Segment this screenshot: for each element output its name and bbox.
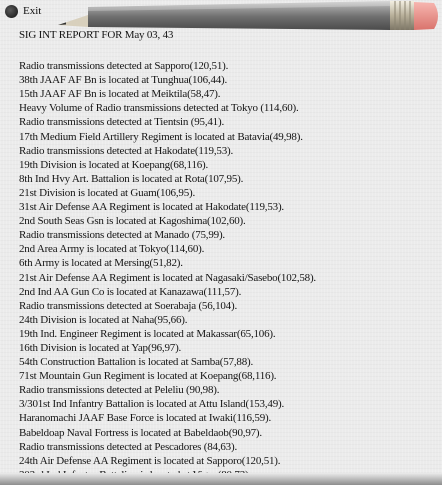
report-entry: 19th Division is located at Koepang(68,116). xyxy=(19,158,209,171)
report-entry: 8th Ind Hvy Art. Battalion is located at Rota(107,95). xyxy=(19,172,244,185)
report-entry: 19th Ind. Engineer Regiment is located at Makassar(65,106). xyxy=(19,327,276,340)
report-entry: Heavy Volume of Radio transmissions detected at Tokyo (114,60). xyxy=(19,102,299,115)
report-entry: Radio transmissions detected at Soerabaja (56,104). xyxy=(19,299,237,312)
report-entry: Haranomachi JAAF Base Force is located at Iwaki(116,59). xyxy=(19,412,272,425)
report-entry: 24th Division is located at Naha(95,66). xyxy=(19,313,188,326)
report-entry: 71st Mountain Gun Regiment is located at Koepang(68,116). xyxy=(19,370,277,383)
exit-button[interactable] xyxy=(5,3,41,19)
report-entry: 15th JAAF AF Bn is located at Meiktila(58,47). xyxy=(19,88,221,101)
report-entry: Radio transmissions detected at Sapporo(120,51). xyxy=(19,60,229,73)
exit-icon xyxy=(5,5,18,18)
report-entry: Radio transmissions detected at Tientsin (95,41). xyxy=(19,116,224,129)
report-entry: Radio transmissions detected at Peleliu (90,98). xyxy=(19,384,220,397)
report-entry: 3/301st Ind Infantry Battalion is located at Attu Island(153,49). xyxy=(19,398,285,411)
report-entry: 24th Air Defense AA Regiment is located at Sapporo(120,51). xyxy=(19,454,281,467)
report-entry: 21st Air Defense AA Regiment is located at Nagasaki/Sasebo(102,58). xyxy=(19,271,316,284)
report-entry: 54th Construction Battalion is located at Samba(57,88). xyxy=(19,356,254,369)
report-entry: 38th JAAF AF Bn is located at Tunghua(106,44). xyxy=(19,74,228,87)
report-entry: Radio transmissions detected at Pescadores (84,63). xyxy=(19,440,237,453)
report-entry: Radio transmissions detected at Manado (75,99). xyxy=(19,229,225,242)
report-entry: 2nd South Seas Gsn is located at Kagoshima(102,60). xyxy=(19,215,246,228)
report-entries xyxy=(19,59,434,482)
report-entry: Radio transmissions detected at Hakodate(119,53). xyxy=(19,144,234,157)
report-entry: 16th Division is located at Yap(96,97). xyxy=(19,341,182,354)
report-entry: Babeldoap Naval Fortress is located at Babeldaob(90,97). xyxy=(19,426,262,439)
exit-label: Exit xyxy=(23,5,42,17)
report-entry: 21st Division is located at Guam(106,95). xyxy=(19,186,196,199)
report-entry: 17th Medium Field Artillery Regiment is located at Batavia(49,98). xyxy=(19,130,303,143)
report-entry: 2nd Ind AA Gun Co is located at Kanazawa(111,57). xyxy=(19,285,242,298)
report-title: SIG INT REPORT FOR May 03, 43 xyxy=(19,29,174,41)
report-entry: 2nd Area Army is located at Tokyo(114,60). xyxy=(19,243,205,256)
sigint-report xyxy=(19,28,434,482)
report-entry: 6th Army is located at Mersing(51,82). xyxy=(19,257,183,270)
page-bottom-edge xyxy=(0,473,442,485)
report-entry: 31st Air Defense AA Regiment is located at Hakodate(119,53). xyxy=(19,201,284,214)
